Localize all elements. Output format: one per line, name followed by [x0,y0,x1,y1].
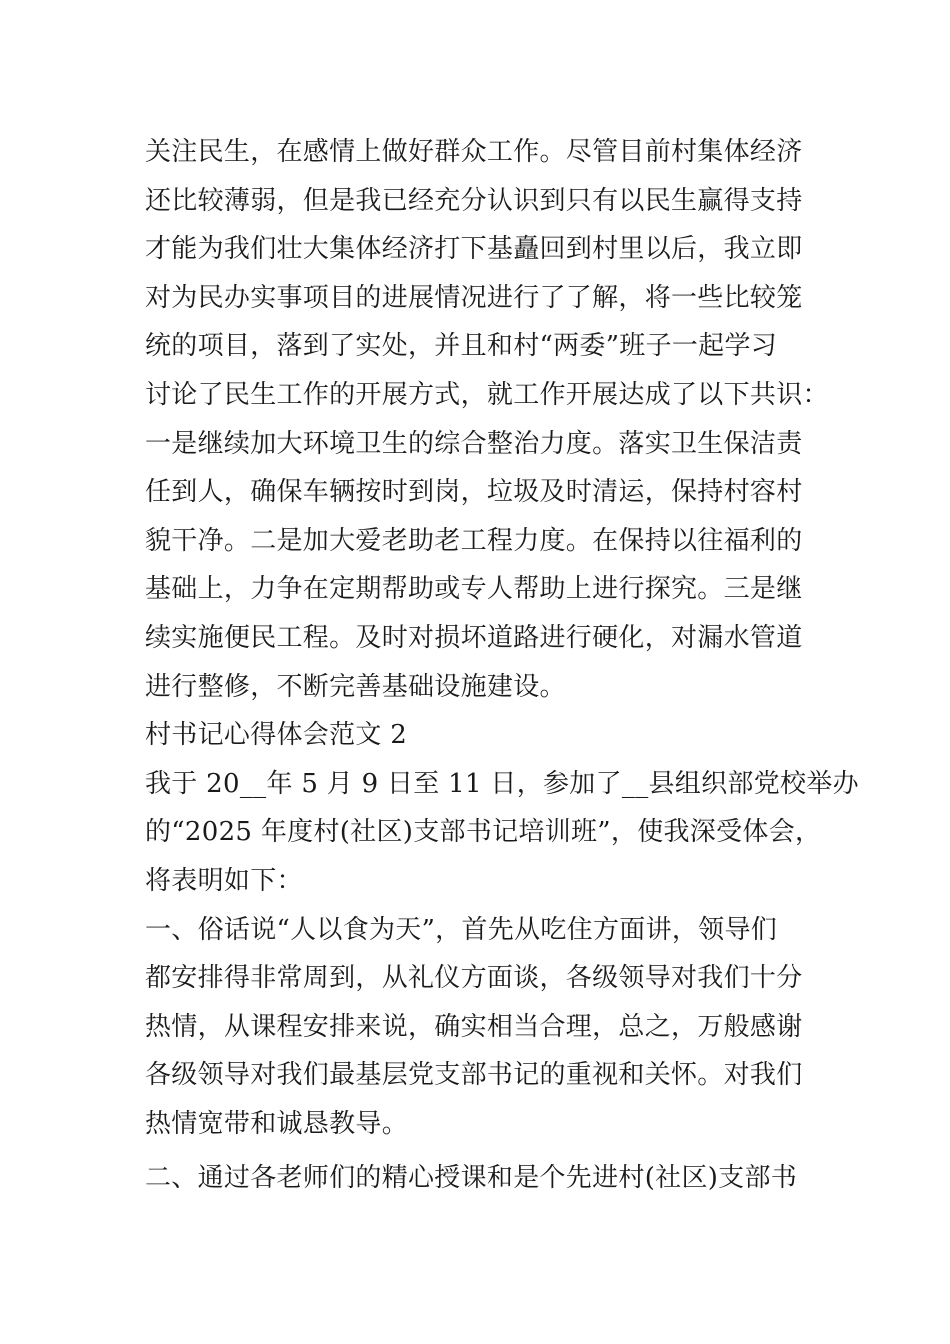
paragraph-line: 还比较薄弱，但是我已经充分认识到只有以民生赢得支持 [145,185,803,216]
document-body [145,128,859,1203]
paragraph-line: 热情宽带和诚恳教导。 [145,1108,409,1139]
paragraph-line: 都安排得非常周到，从礼仪方面谈，各级领导对我们十分 [145,963,803,994]
paragraph-line: 基础上，力争在定期帮助或专人帮助上进行探究。三是继 [145,574,803,605]
paragraph-line: 各级领导对我们最基层党支部书记的重视和关怀。对我们 [145,1060,803,1091]
paragraph-line: 一、俗话说“人以食为天”，首先从吃住方面讲，领导们 [145,914,778,945]
paragraph-line: 讨论了民生工作的开展方式，就工作开展达成了以下共识： [145,379,829,410]
paragraph-line: 关注民生，在感情上做好群众工作。尽管目前村集体经济 [145,137,803,167]
paragraph-line: 我于 20__年 5 月 9 日至 11 日，参加了__县组织部党校举办 [145,768,859,799]
paragraph-line: 热情，从课程安排来说，确实相当合理，总之，万般感谢 [145,1011,803,1042]
paragraph-line: 一是继续加大环境卫生的综合整治力度。落实卫生保洁责 [145,428,803,459]
paragraph-line: 对为民办实事项目的进展情况进行了了解，将一些比较笼 [145,282,803,313]
paragraph-line: 将表明如下： [145,865,303,896]
paragraph-line: 貌干净。二是加大爱老助老工程力度。在保持以往福利的 [145,525,803,556]
paragraph-line: 才能为我们壮大集体经济打下基矗回到村里以后，我立即 [145,234,803,265]
paragraph-line: 续实施便民工程。及时对损坏道路进行硬化，对漏水管道 [145,622,803,653]
paragraph-line: 统的项目，落到了实处，并且和村“两委”班子一起学习 [145,331,778,362]
paragraph-line: 的“2025 年度村(社区)支部书记培训班”，使我深受体会， [145,817,822,848]
paragraph-line: 任到人，确保车辆按时到岗，垃圾及时清运，保持村容村 [145,477,803,508]
section-heading: 村书记心得体会范文 2 [145,720,408,751]
paragraph-line: 进行整修，不断完善基础设施建设。 [145,671,566,702]
paragraph-line: 二、通过各老师们的精心授课和是个先进村(社区)支部书 [145,1163,798,1194]
